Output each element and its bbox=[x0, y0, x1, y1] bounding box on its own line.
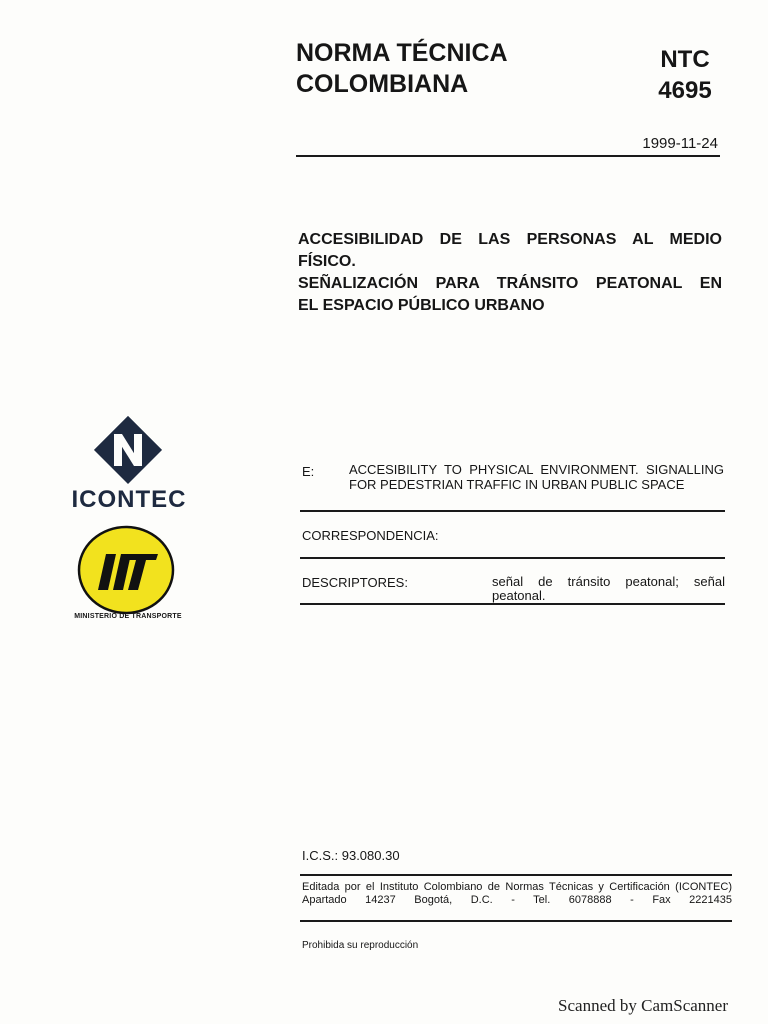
document-title-line2: FÍSICO. bbox=[298, 253, 356, 270]
document-title bbox=[298, 229, 722, 317]
publisher-line2: Apartado 14237 Bogotá, D.C. - Tel. 6078888 - Fax 2221435 bbox=[302, 894, 732, 906]
icontec-wordmark: ICONTEC bbox=[71, 486, 187, 513]
descriptors-line1: señal de tránsito peatonal; señal bbox=[492, 574, 725, 589]
standard-code-number: 4695 bbox=[658, 77, 712, 104]
english-title-line1: ACCESIBILITY TO PHYSICAL ENVIRONMENT. SIGNALLING bbox=[349, 462, 724, 477]
scanner-watermark: Scanned by CamScanner bbox=[558, 996, 728, 1015]
descriptors-divider bbox=[300, 603, 725, 605]
ics-code: I.C.S.: 93.080.30 bbox=[302, 848, 400, 863]
ministry-transport-logo-icon bbox=[76, 524, 176, 616]
correspondence-divider bbox=[300, 557, 725, 559]
english-divider bbox=[300, 510, 725, 512]
reproduction-notice: Prohibida su reproducción bbox=[302, 940, 419, 951]
english-label: E: bbox=[302, 464, 315, 479]
standard-code-prefix: NTC bbox=[660, 46, 710, 73]
publisher-line1: Editada por el Instituto Colombiano de Normas Técnicas y Certificación (ICONTEC) bbox=[302, 881, 732, 893]
publisher-divider bbox=[300, 920, 732, 922]
publisher-info bbox=[302, 881, 732, 907]
standard-code bbox=[640, 44, 730, 106]
descriptors-label: DESCRIPTORES: bbox=[302, 575, 408, 590]
ministry-caption: MINISTERIO DE TRANSPORTE bbox=[74, 613, 182, 620]
document-title-line4: EL ESPACIO PÚBLICO URBANO bbox=[298, 297, 545, 314]
descriptors-text bbox=[492, 575, 725, 603]
standard-date: 1999-11-24 bbox=[642, 135, 718, 152]
standard-title-line1: NORMA TÉCNICA bbox=[296, 39, 508, 67]
descriptors-line2: peatonal. bbox=[492, 588, 546, 603]
document-title-line1: ACCESIBILIDAD DE LAS PERSONAS AL MEDIO bbox=[298, 231, 722, 248]
ics-divider bbox=[300, 874, 732, 876]
english-title bbox=[349, 462, 724, 492]
standard-title-line2: COLOMBIANA bbox=[296, 70, 469, 98]
header-divider bbox=[296, 155, 720, 157]
english-title-line2: FOR PEDESTRIAN TRAFFIC IN URBAN PUBLIC SPACE bbox=[349, 477, 685, 492]
document-title-line3: SEÑALIZACIÓN PARA TRÁNSITO PEATONAL EN bbox=[298, 275, 722, 292]
standard-title bbox=[296, 38, 596, 100]
correspondence-label: CORRESPONDENCIA: bbox=[302, 528, 439, 543]
icontec-logo-icon bbox=[92, 414, 164, 486]
